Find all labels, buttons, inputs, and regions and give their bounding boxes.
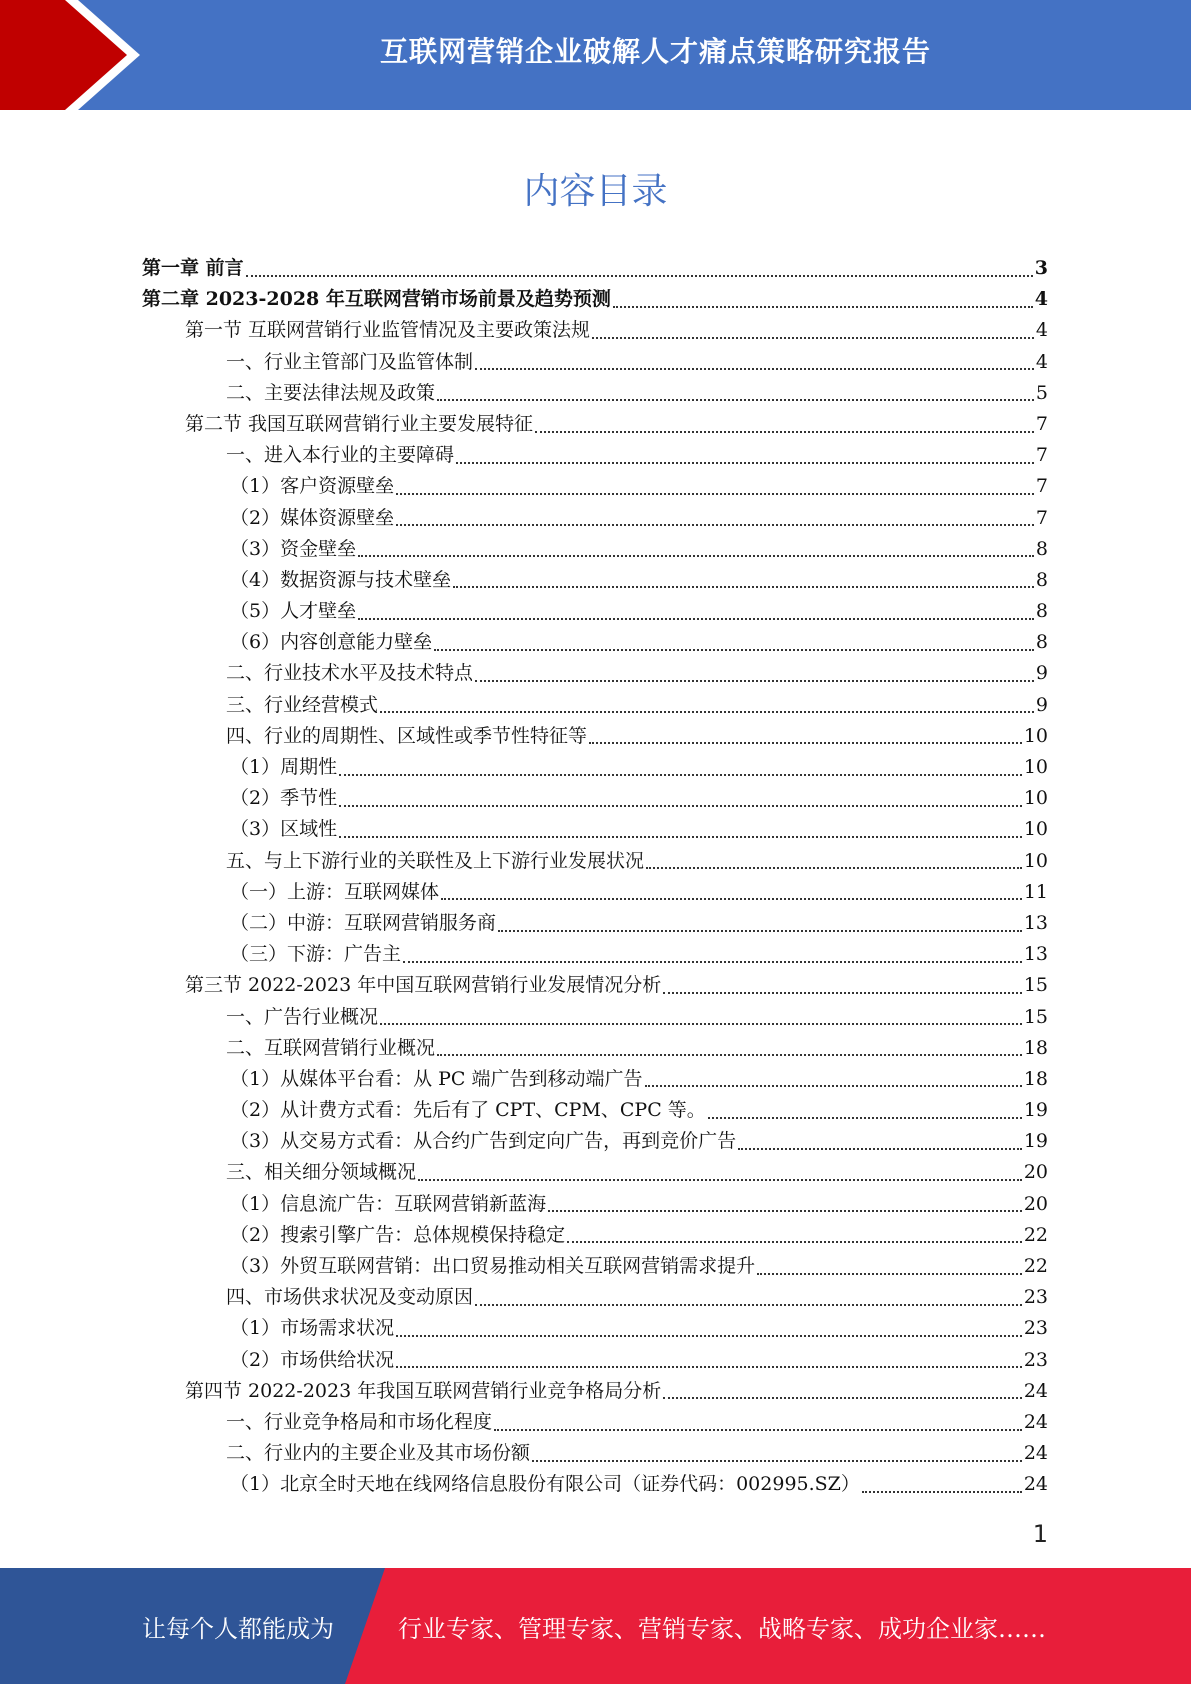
- toc-dot-leader: [498, 930, 1022, 932]
- toc-entry-title: （1）信息流广告：互联网营销新蓝海: [230, 1192, 547, 1215]
- header-banner: [0, 0, 1191, 110]
- toc-dot-leader: [645, 1085, 1022, 1087]
- toc-entry-title: （2）市场供给状况: [230, 1348, 395, 1371]
- toc-entry-page: 10: [1023, 724, 1048, 747]
- toc-entry[interactable]: [142, 565, 1048, 596]
- toc-entry-page: 19: [1023, 1130, 1048, 1153]
- toc-dot-leader: [663, 1397, 1022, 1399]
- toc-entry-page: 3: [1034, 257, 1048, 279]
- toc-dot-leader: [494, 1429, 1022, 1431]
- toc-entry[interactable]: [142, 1220, 1048, 1251]
- toc-entry-page: 4: [1035, 350, 1048, 373]
- toc-entry-title: （1）周期性: [230, 756, 338, 778]
- toc-entry[interactable]: [142, 1345, 1048, 1376]
- toc-dot-leader: [418, 1179, 1022, 1181]
- toc-entry-title: （1）从媒体平台看：从 PC 端广告到移动端广告: [230, 1067, 643, 1090]
- toc-entry-page: 20: [1023, 1161, 1048, 1184]
- toc-entry-page: 22: [1023, 1255, 1048, 1277]
- toc-entry-title: （2）媒体资源壁垒: [230, 506, 395, 529]
- toc-entry-title: 第二节 我国互联网营销行业主要发展特征: [185, 412, 534, 435]
- toc-entry[interactable]: [142, 409, 1048, 440]
- toc-entry-title: （二）中游：互联网营销服务商: [230, 911, 497, 934]
- toc-entry-page: 11: [1023, 880, 1048, 903]
- toc-entry[interactable]: [142, 1376, 1048, 1407]
- toc-entry[interactable]: [142, 939, 1048, 970]
- toc-entry[interactable]: [142, 253, 1048, 284]
- toc-dot-leader: [434, 649, 1034, 651]
- toc-heading: 内容目录: [523, 171, 668, 212]
- toc-entry[interactable]: [142, 783, 1048, 814]
- toc-entry[interactable]: [142, 284, 1048, 315]
- toc-entry-page: 4: [1034, 288, 1048, 311]
- toc-entry-title: （3）区域性: [230, 818, 338, 841]
- toc-entry-page: 10: [1023, 756, 1048, 778]
- toc-dot-leader: [757, 1273, 1022, 1275]
- toc-entry-title: （2）从计费方式看：先后有了 CPT、CPM、CPC 等。: [230, 1099, 706, 1122]
- toc-entry[interactable]: [142, 315, 1048, 346]
- toc-entry-title: （三）下游：广告主: [230, 943, 402, 966]
- toc-entry-title: 一、行业竞争格局和市场化程度: [226, 1410, 493, 1433]
- toc-entry[interactable]: [142, 503, 1048, 534]
- toc-entry-title: （6）内容创意能力壁垒: [230, 631, 433, 654]
- toc-entry[interactable]: [142, 721, 1048, 752]
- toc-entry-page: 8: [1035, 568, 1048, 591]
- toc-entry[interactable]: [142, 1282, 1048, 1313]
- toc-entry-title: （2）季节性: [230, 787, 338, 810]
- toc-dot-leader: [613, 306, 1033, 308]
- toc-entry-page: 24: [1023, 1410, 1048, 1433]
- toc-entry-page: 9: [1035, 662, 1048, 685]
- toc-entry[interactable]: [142, 1126, 1048, 1157]
- toc-entry[interactable]: [142, 814, 1048, 845]
- toc-entry[interactable]: [142, 752, 1048, 783]
- toc-entry-title: 一、进入本行业的主要障碍: [226, 444, 455, 467]
- toc-entry-page: 7: [1035, 444, 1048, 467]
- toc-entry-title: （1）客户资源壁垒: [230, 475, 395, 498]
- toc-dot-leader: [358, 618, 1034, 620]
- toc-entry-page: 8: [1035, 600, 1048, 623]
- toc-dot-leader: [862, 1491, 1022, 1493]
- toc-dot-leader: [532, 1460, 1022, 1462]
- toc-entry-page: 19: [1023, 1099, 1048, 1122]
- toc-entry-title: （1）北京全时天地在线网络信息股份有限公司（证券代码：002995.SZ）: [230, 1473, 860, 1496]
- toc-entry-page: 22: [1023, 1223, 1048, 1246]
- toc-entry-title: （2）搜索引擎广告：总体规模保持稳定: [230, 1223, 566, 1246]
- toc-dot-leader: [708, 1117, 1022, 1119]
- toc-dot-leader: [475, 368, 1034, 370]
- toc-entry-title: 第一节 互联网营销行业监管情况及主要政策法规: [185, 319, 591, 342]
- toc-dot-leader: [339, 836, 1022, 838]
- toc-entry[interactable]: [142, 877, 1048, 908]
- toc-entry-title: 一、行业主管部门及监管体制: [226, 350, 474, 373]
- toc-entry-title: 五、与上下游行业的关联性及上下游行业发展状况: [226, 849, 645, 872]
- toc-dot-leader: [396, 1366, 1022, 1368]
- toc-entry-title: 三、行业经营模式: [226, 693, 379, 716]
- toc-entry[interactable]: [142, 970, 1048, 1001]
- toc-entry-title: 二、行业内的主要企业及其市场份额: [226, 1442, 531, 1465]
- toc-entry[interactable]: [142, 347, 1048, 378]
- toc-entry-title: 第二章 2023-2028 年互联网营销市场前景及趋势预测: [142, 288, 611, 311]
- toc-entry[interactable]: [142, 627, 1048, 658]
- toc-entry-page: 23: [1023, 1348, 1048, 1371]
- toc-dot-leader: [456, 462, 1034, 464]
- toc-entry-page: 20: [1023, 1192, 1048, 1215]
- toc-entry-page: 15: [1023, 1005, 1048, 1028]
- toc-dot-leader: [339, 774, 1022, 776]
- toc-entry-title: 二、行业技术水平及技术特点: [226, 662, 474, 685]
- toc-dot-leader: [475, 1304, 1022, 1306]
- toc-entry-page: 7: [1035, 506, 1048, 529]
- footer-slogan-right: 行业专家、管理专家、营销专家、战略专家、成功企业家……: [398, 1614, 1046, 1643]
- toc-entry-page: 24: [1023, 1379, 1048, 1402]
- toc-entry-title: （一）上游：互联网媒体: [230, 880, 440, 903]
- toc-entry-title: 三、相关细分领域概况: [226, 1161, 417, 1184]
- toc-entry-title: （4）数据资源与技术壁垒: [230, 568, 452, 591]
- toc-dot-leader: [646, 867, 1022, 869]
- toc-entry[interactable]: [142, 1157, 1048, 1188]
- toc-dot-leader: [380, 1023, 1022, 1025]
- toc-dot-leader: [535, 431, 1034, 433]
- toc-entry[interactable]: [142, 1002, 1048, 1033]
- toc-dot-leader: [358, 555, 1034, 557]
- toc-dot-leader: [453, 586, 1034, 588]
- toc-entry[interactable]: [142, 1313, 1048, 1344]
- toc-entry-page: 10: [1023, 787, 1048, 810]
- toc-dot-leader: [437, 1054, 1022, 1056]
- toc-entry-page: 23: [1023, 1317, 1048, 1340]
- footer-banner: [0, 1568, 1191, 1684]
- toc-entry[interactable]: [142, 658, 1048, 689]
- toc-entry[interactable]: [142, 471, 1048, 502]
- toc-entry-title: 第一章 前言: [142, 257, 244, 279]
- toc-entry-page: 15: [1023, 974, 1048, 997]
- toc-entry[interactable]: [142, 1064, 1048, 1095]
- footer-slogan-left: 让每个人都能成为: [142, 1614, 334, 1643]
- toc-entry[interactable]: [142, 1033, 1048, 1064]
- toc-entry[interactable]: [142, 1407, 1048, 1438]
- toc-dot-leader: [437, 399, 1034, 401]
- toc-entry-title: 四、市场供求状况及变动原因: [226, 1286, 474, 1309]
- toc-entry-page: 9: [1035, 693, 1048, 716]
- toc-entry-title: （5）人才壁垒: [230, 600, 357, 623]
- toc-dot-leader: [396, 524, 1034, 526]
- toc-dot-leader: [548, 1210, 1022, 1212]
- toc-entry[interactable]: [142, 596, 1048, 627]
- toc-entry-page: 5: [1035, 381, 1048, 404]
- toc-dot-leader: [339, 805, 1022, 807]
- toc-dot-leader: [592, 337, 1034, 339]
- toc-dot-leader: [589, 742, 1022, 744]
- toc-entry-title: （3）外贸互联网营销：出口贸易推动相关互联网营销需求提升: [230, 1255, 756, 1277]
- toc-entry-title: 第四节 2022-2023 年我国互联网营销行业竞争格局分析: [185, 1379, 662, 1402]
- toc-entry-page: 4: [1035, 319, 1048, 342]
- toc-entry-page: 23: [1023, 1286, 1048, 1309]
- toc-entry-page: 7: [1035, 412, 1048, 435]
- toc-entry[interactable]: [142, 1469, 1048, 1500]
- toc-entry-page: 24: [1023, 1473, 1048, 1496]
- table-of-contents: [142, 253, 1048, 1501]
- toc-entry[interactable]: [142, 1438, 1048, 1469]
- toc-dot-leader: [246, 275, 1033, 277]
- toc-entry-page: 24: [1023, 1442, 1048, 1465]
- toc-dot-leader: [567, 1241, 1022, 1243]
- toc-dot-leader: [396, 493, 1034, 495]
- toc-entry[interactable]: [142, 690, 1048, 721]
- toc-entry-page: 10: [1023, 818, 1048, 841]
- toc-entry[interactable]: [142, 908, 1048, 939]
- toc-entry-title: 二、互联网营销行业概况: [226, 1036, 436, 1059]
- toc-entry-page: 13: [1023, 943, 1048, 966]
- toc-entry-title: （1）市场需求状况: [230, 1317, 395, 1340]
- toc-entry[interactable]: [142, 1095, 1048, 1126]
- toc-entry-page: 10: [1023, 849, 1048, 872]
- toc-entry-page: 18: [1023, 1036, 1048, 1059]
- toc-entry-page: 18: [1023, 1067, 1048, 1090]
- toc-entry-page: 13: [1023, 911, 1048, 934]
- toc-dot-leader: [441, 898, 1022, 900]
- toc-dot-leader: [475, 680, 1034, 682]
- toc-entry[interactable]: [142, 846, 1048, 877]
- toc-entry-title: 一、广告行业概况: [226, 1005, 379, 1028]
- toc-entry[interactable]: [142, 378, 1048, 409]
- toc-dot-leader: [403, 961, 1022, 963]
- toc-entry[interactable]: [142, 440, 1048, 471]
- toc-dot-leader: [396, 1335, 1022, 1337]
- toc-entry-title: 四、行业的周期性、区域性或季节性特征等: [226, 724, 588, 747]
- toc-entry-title: （3）资金壁垒: [230, 537, 357, 560]
- toc-dot-leader: [663, 992, 1022, 994]
- toc-entry[interactable]: [142, 1251, 1048, 1282]
- toc-entry-page: 7: [1035, 475, 1048, 498]
- toc-dot-leader: [738, 1148, 1022, 1150]
- toc-entry-page: 8: [1035, 537, 1048, 560]
- toc-entry-title: 二、主要法律法规及政策: [226, 381, 436, 404]
- toc-entry-title: 第三节 2022-2023 年中国互联网营销行业发展情况分析: [185, 974, 662, 997]
- toc-entry-page: 8: [1035, 631, 1048, 654]
- toc-dot-leader: [380, 711, 1034, 713]
- page-number: 1: [1032, 1520, 1048, 1548]
- toc-entry[interactable]: [142, 534, 1048, 565]
- toc-entry-title: （3）从交易方式看：从合约广告到定向广告，再到竞价广告: [230, 1130, 737, 1153]
- report-title: 互联网营销企业破解人才痛点策略研究报告: [379, 35, 931, 68]
- toc-entry[interactable]: [142, 1189, 1048, 1220]
